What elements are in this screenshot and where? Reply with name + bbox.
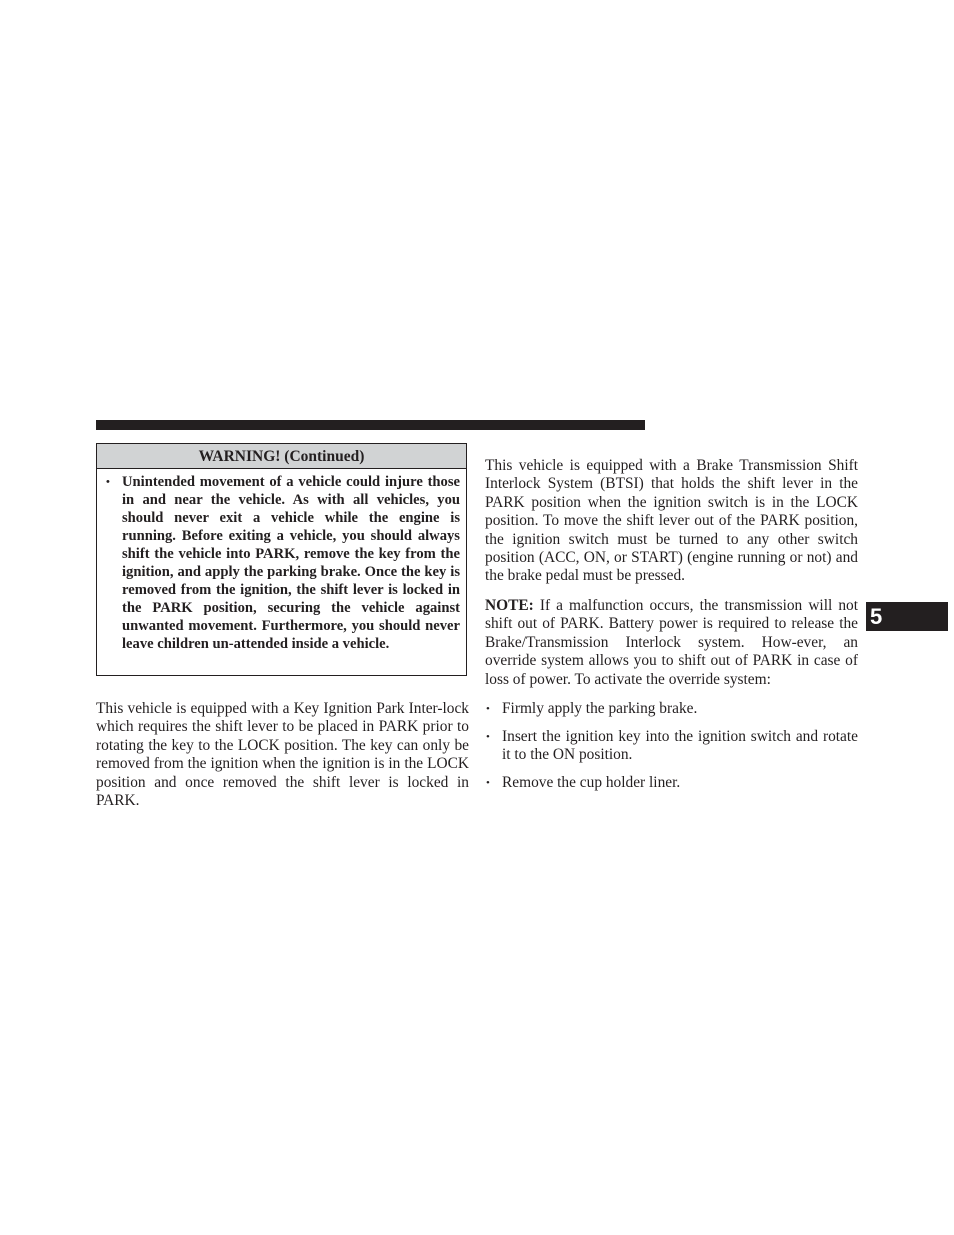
warning-bullet: • — [106, 476, 110, 488]
key-ignition-park-interlock-paragraph: This vehicle is equipped with a Key Ignition Park Inter-lock which requires the shift lever to be placed in PARK prior to rotating the key to the LOCK position. The key can only be removed from the ignition when the ignition is in the LOCK position and once removed the shift lever is locked in PARK. — [96, 700, 469, 810]
warning-text: Unintended movement of a vehicle could injure those in and near the vehicle. As with all vehicles, you should never exit a vehicle while the engine is running. Before exiting a vehicle, you should always shift the vehicle into PARK, remove the key from the ignition, and apply the parking brake. Once the key is removed from the ignition, the shift lever is locked in the PARK position, securing the vehicle against unwanted movement. Furthermore, you should never leave children un-attended inside a vehicle. — [122, 474, 460, 652]
warning-body — [97, 469, 466, 653]
list-item — [485, 700, 858, 718]
section-top-rule — [96, 420, 645, 430]
list-item-text: Insert the ignition key into the ignition switch and rotate it to the ON position. — [502, 728, 858, 764]
note-label: NOTE: — [485, 597, 534, 614]
list-item — [485, 774, 858, 792]
list-bullet: • — [486, 731, 490, 743]
warning-box — [96, 443, 467, 676]
list-item-text: Firmly apply the parking brake. — [502, 700, 698, 717]
note-paragraph — [485, 597, 858, 689]
note-text: If a malfunction occurs, the transmission will not shift out of PARK. Battery power is required to release the Brake/Transmission Interlock system. How-ever, an override system allows you to shift out of PARK in case of loss of power. To activate the override system: — [485, 597, 858, 688]
list-item-text: Remove the cup holder liner. — [502, 774, 681, 791]
warning-title: WARNING! (Continued) — [97, 444, 466, 469]
btsi-paragraph: This vehicle is equipped with a Brake Transmission Shift Interlock System (BTSI) that holds the shift lever in the PARK position when the ignition switch is in the LOCK position. To move the shift lever out of the PARK position, the ignition switch must be turned to any other switch position (ACC, ON, or START) (engine running or not) and the brake pedal must be pressed. — [485, 457, 858, 585]
chapter-tab: 5 — [866, 602, 948, 631]
list-item — [485, 728, 858, 765]
list-bullet: • — [486, 703, 490, 715]
list-bullet: • — [486, 777, 490, 789]
